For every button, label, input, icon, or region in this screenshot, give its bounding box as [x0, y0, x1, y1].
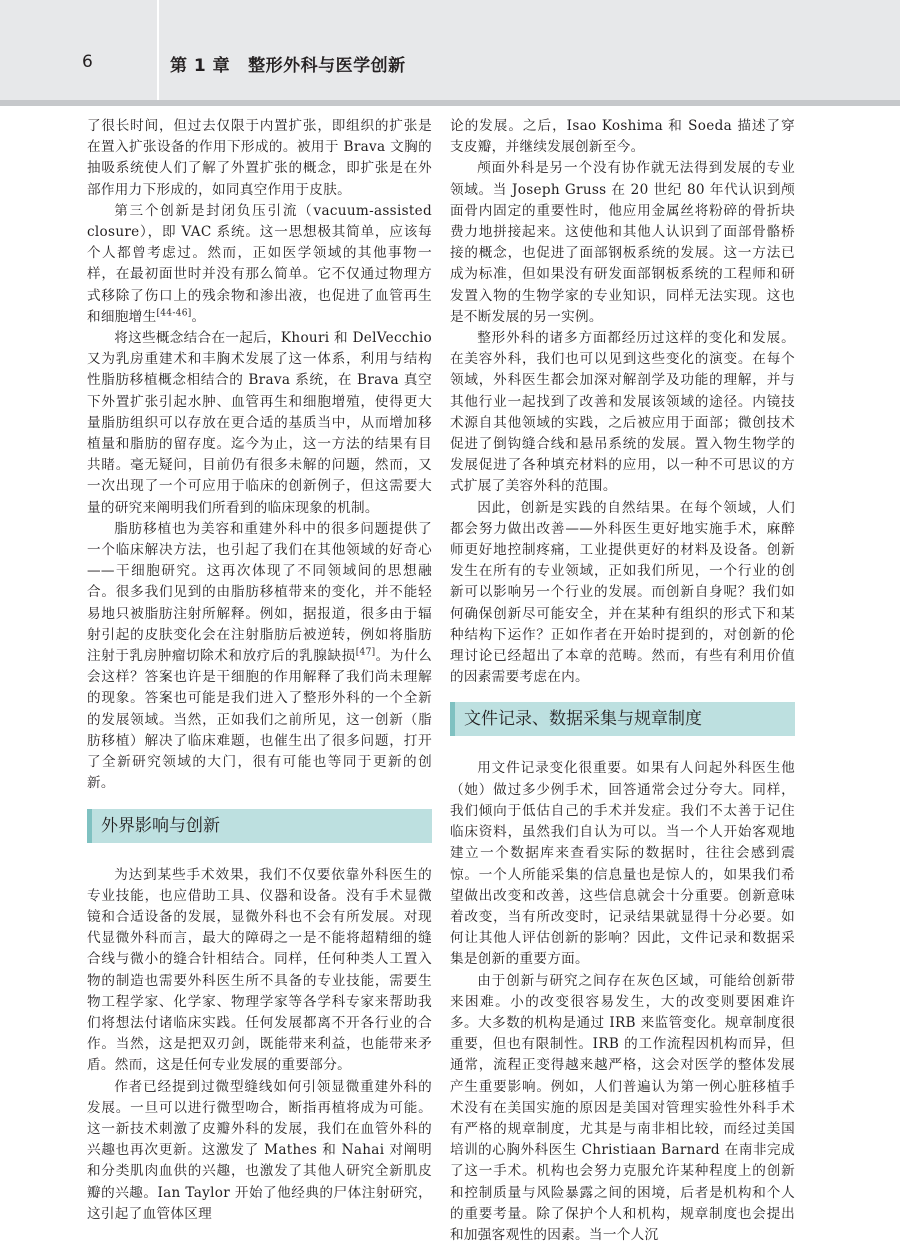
running-title: [170, 51, 406, 76]
paragraph: 因此，创新是实践的自然结果。在每个领域，人们都会努力做出改善——外科医生更好地实施手术，麻醉师更好地控制疼痛，工业提供更好的材料及设备。创新发生在所有的专业领域，正如我们所见，一个行业的创新可以影响另一个行业的发展。而创新自身呢？我们如何确保创新尽可能安全，并在某种有组织的形式下和某种结构下运作？正如作者在开始时提到的，对创新的伦理讨论已经超出了本章的范畴。然而，有些有利用价值的因素需要考虑在内。: [450, 499, 795, 686]
paragraph-text: 。为什么会这样？答案也许是干细胞的作用解释了我们尚未理解的现象。答案也可能是我们进入了整形外科的一个全新的发展领域。当然，正如我们之前所见，这一创新（脂肪移植）解决了临床难题，也催生出了很多问题，打开了全新研究领域的大门，很有可能也等同于更新的创新。: [87, 648, 432, 792]
paragraph: [87, 519, 432, 795]
paragraph-text: 脂肪移植也为美容和重建外科中的很多问题提供了一个临床解决方法，也引起了我们在其他领域的好奇心——干细胞研究。这再次体现了不同领域间的思想融合。很多我们见到的由脂肪移植带来的变化，并不能轻易地只被脂肪注射所解释。例如，据报道，很多由于辐射引起的皮肤变化会在注射脂肪后被逆转，例如将脂肪注射于乳房肿瘤切除术和放疗后的乳腺缺损: [87, 520, 432, 665]
citation: [44-46]: [156, 308, 192, 319]
citation: [47]: [355, 647, 376, 658]
section-heading: 外界影响与创新: [87, 809, 432, 843]
paragraph: 用文件记录变化很重要。如果有人问起外科医生他（她）做过多少例手术，回答通常会过分夸大。同样，我们倾向于低估自己的手术并发症。我们不太善于记住临床资料，虽然我们自认为可以。当一个人开始客观地建立一个数据库来查看实际的数据时，往往会感到震惊。一个人所能采集的信息量也是惊人的，如果我们希望做出改变和改善，这些信息就会十分重要。创新意味着改变，当有所改变时，记录结果就显得十分必要。如何让其他人评估创新的影响？因此，文件记录和数据采集是创新的重要方面。: [450, 760, 795, 968]
paragraph: 为达到某些手术效果，我们不仅要依靠外科医生的专业技能，也应借助工具、仪器和设备。没有手术显微镜和合适设备的发展，显微外科也不会有所发展。对现代显微外科而言，最大的障碍之一是不能将超精细的缝合线与微小的缝合针相结合。同样，任何种类人工置入物的制造也需要外科医生所不具备的专业技能，需要生物工程学家、化学家、物理学家等各学科专家来帮助我们将想法付诸临床实践。任何发展都离不开各行业的合作。当然，这是把双刃剑，既能带来利益，也能带来矛盾。然而，这是任何专业发展的重要部分。: [87, 866, 432, 1074]
chapter-number: 第 1 章: [170, 56, 231, 76]
section-heading: 文件记录、数据采集与规章制度: [450, 702, 795, 736]
paragraph-text: 第三个创新是封闭负压引流（vacuum-assisted closure），即 VAC 系统。这一思想极其简单，应该每个人都曾考虑过。然而，正如医学领域的其他事物一样，在最初面世时并没有那么简单。它不仅通过物理方式移除了伤口上的残余物和渗出液，也促进了血管再生和细胞增生: [87, 202, 432, 325]
paragraph: 颅面外科是另一个没有协作就无法得到发展的专业领域。当 Joseph Gruss 在 20 世纪 80 年代认识到颅面骨内固定的重要性时，他应用金属丝将粉碎的骨折块费力地拼接起来。这使他和其他人认识到了面部骨骼桥接的概念，也促进了面部钢板系统的发展。这一方法已成为标准，但如果没有研发面部钢板系统的工程师和研发置入物的生物学家的专业知识，同样无法实现。这也是不断发展的另一实例。: [450, 160, 795, 325]
paragraph: 论的发展。之后，Isao Koshima 和 Soeda 描述了穿支皮瓣，并继续发展创新至今。: [450, 118, 795, 156]
page-number: 6: [82, 52, 93, 72]
paragraph: 将这些概念结合在一起后，Khouri 和 DelVecchio 又为乳房重建术和丰胸术发展了这一体系，利用与结构性脂肪移植概念相结合的 Brava 系统，在 Brava 真空下外置扩张引起水肿、血管再生和细胞增殖，使得更大量脂肪组织可以存放在更合适的基质当中，从而增加移植量和脂肪的留存度。迄今为止，这一方法的结果有目共睹。毫无疑问，目前仍有很多未解的问题，然而，又一次出现了一个可应用于临床的创新例子，但这需要大量的研究来阐明我们所看到的临床现象的机制。: [87, 330, 432, 516]
left-column: [87, 116, 432, 1225]
header-rule: [0, 100, 900, 106]
page-header: [0, 0, 900, 100]
paragraph: 作者已经提到过微型缝线如何引领显微重建外科的发展。一旦可以进行微型吻合，断指再植将成为可能。这一新技术刺激了皮瓣外科的发展，我们在血管外科的兴趣也再次更新。这激发了 Mathes 和 Nahai 对阐明和分类肌肉血供的兴趣，也激发了其他人研究全新肌皮瓣的兴趣。Ian Taylor 开始了他经典的尸体注射研究，这引起了血管体区理: [87, 1078, 432, 1222]
paragraph-text: 。: [191, 308, 206, 325]
paragraph: 由于创新与研究之间存在灰色区域，可能给创新带来困难。小的改变很容易发生，大的改变则要困难许多。大多数的机构是通过 IRB 来监管变化。规章制度很重要，但也有限制性。IRB 的工作流程因机构而异，但通常，流程正变得越来越严格，这会对医学的整体发展产生重要影响。例如，人们普遍认为第一例心脏移植手术没有在美国实施的原因是美国对管理实验性外科手术有严格的规章制度，尤其是与南非相比较，而经过美国培训的心胸外科医生 Christiaan Barnard 在南非完成了这一手术。机构也会努力克服允许某种程度上的创新和控制质量与风险暴露之间的困境，后者是机构和个人的重要考量。除了保护个人和机构，规章制度也会提出和加强客观性的因素。当一个人沉: [450, 972, 795, 1243]
right-column: [450, 116, 795, 1246]
paragraph: 了很长时间，但过去仅限于内置扩张，即组织的扩张是在置入扩张设备的作用下形成的。被用于 Brava 文胸的抽吸系统使人们了解了外置扩张的概念，即扩张是在外部作用力下形成的，如同真空作用于皮肤。: [87, 118, 432, 198]
paragraph: 整形外科的诸多方面都经历过这样的变化和发展。在美容外科，我们也可以见到这些变化的演变。在每个领域，外科医生都会加深对解剖学及功能的理解，并与其他行业一起找到了改善和发展该领域的途径。内镜技术源自其他领域的实践，之后被应用于面部；微创技术促进了倒钩缝合线和悬吊系统的发展。置入物生物学的发展促进了各种填充材料的应用，以一种不可思议的方式扩展了美容外科的范围。: [450, 330, 795, 495]
paragraph: [87, 201, 432, 328]
header-separator: [157, 0, 159, 100]
chapter-title: 整形外科与医学创新: [248, 56, 406, 76]
